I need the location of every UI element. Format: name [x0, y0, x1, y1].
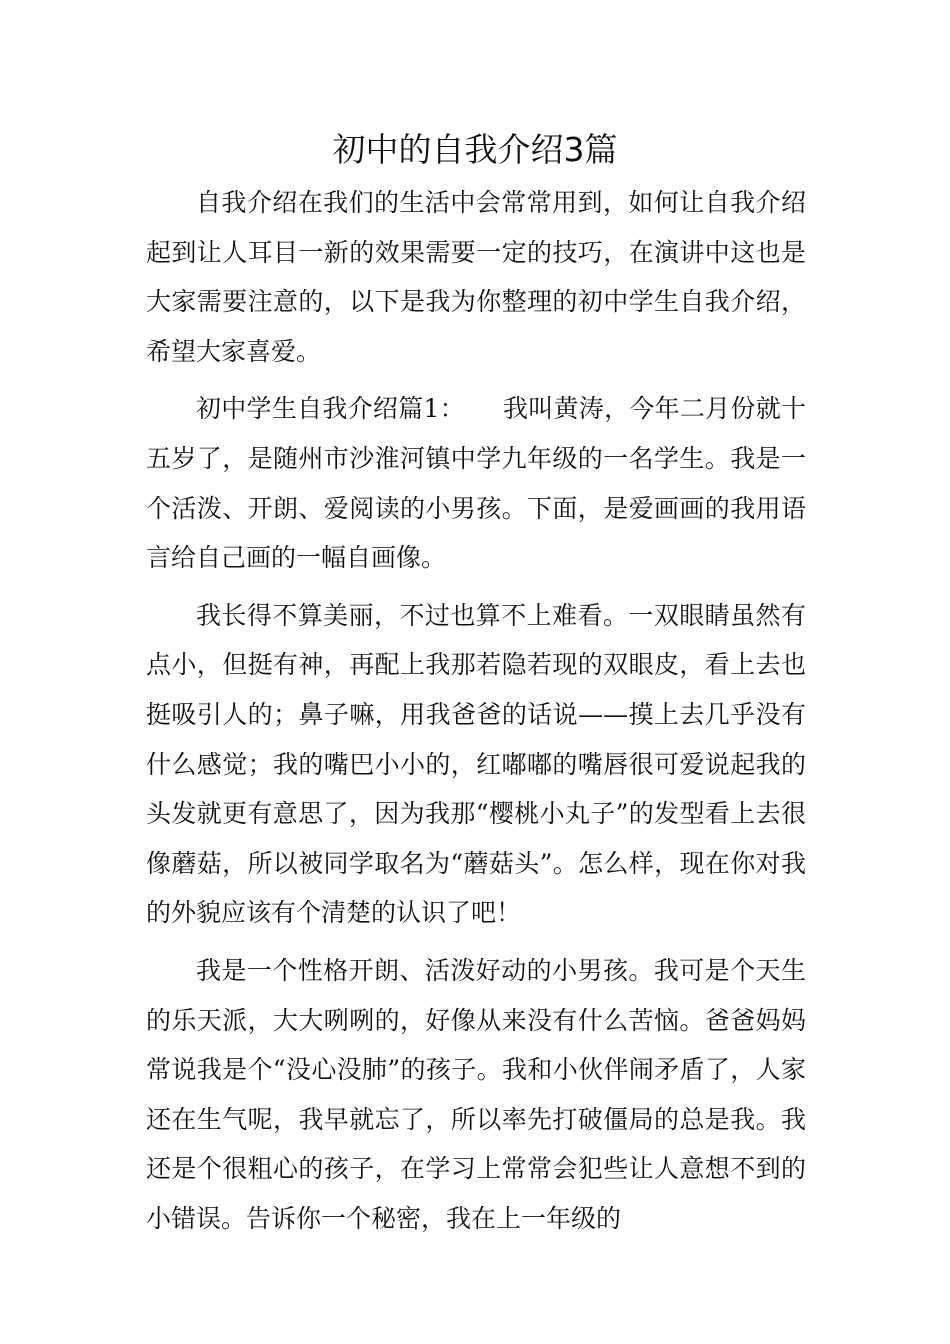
paragraph-1: 初中学生自我介绍篇1： 我叫黄涛，今年二月份就十五岁了，是随州市沙淮河镇中学九年级的一名学生。我是一个活泼、开朗、爱阅读的小男孩。下面，是爱画画的我用语言给自己画的一幅自画像。	[146, 394, 806, 573]
document-title: 初中的自我介绍3篇	[332, 130, 618, 169]
paragraph-2: 我长得不算美丽，不过也算不上难看。一双眼睛虽然有点小，但挺有神，再配上我那若隐若现的双眼皮，看上去也挺吸引人的；鼻子嘛，用我爸爸的话说——摸上去几乎没有什么感觉；我的嘴巴小小的，红嘟嘟的嘴唇很可爱说起我的头发就更有意思了，因为我那“樱桃小丸子”的发型看上去很像蘑菇，所以被同学取名为“蘑菇头”。怎么样，现在你对我的外貌应该有个清楚的认识了吧！	[146, 600, 806, 928]
document-body	[146, 178, 806, 1243]
paragraph-3: 我是一个性格开朗、活泼好动的小男孩。我可是个天生的乐天派，大大咧咧的，好像从来没有什么苦恼。爸爸妈妈常说我是个“没心没肺”的孩子。我和小伙伴闹矛盾了，人家还在生气呢，我早就忘了，所以率先打破僵局的总是我。我还是个很粗心的孩子，在学习上常常会犯些让人意想不到的小错误。告诉你一个秘密，我在上一年级的	[146, 955, 806, 1233]
paragraph-intro: 自我介绍在我们的生活中会常常用到，如何让自我介绍起到让人耳目一新的效果需要一定的技巧，在演讲中这也是大家需要注意的，以下是我为你整理的初中学生自我介绍，希望大家喜爱。	[146, 188, 806, 366]
